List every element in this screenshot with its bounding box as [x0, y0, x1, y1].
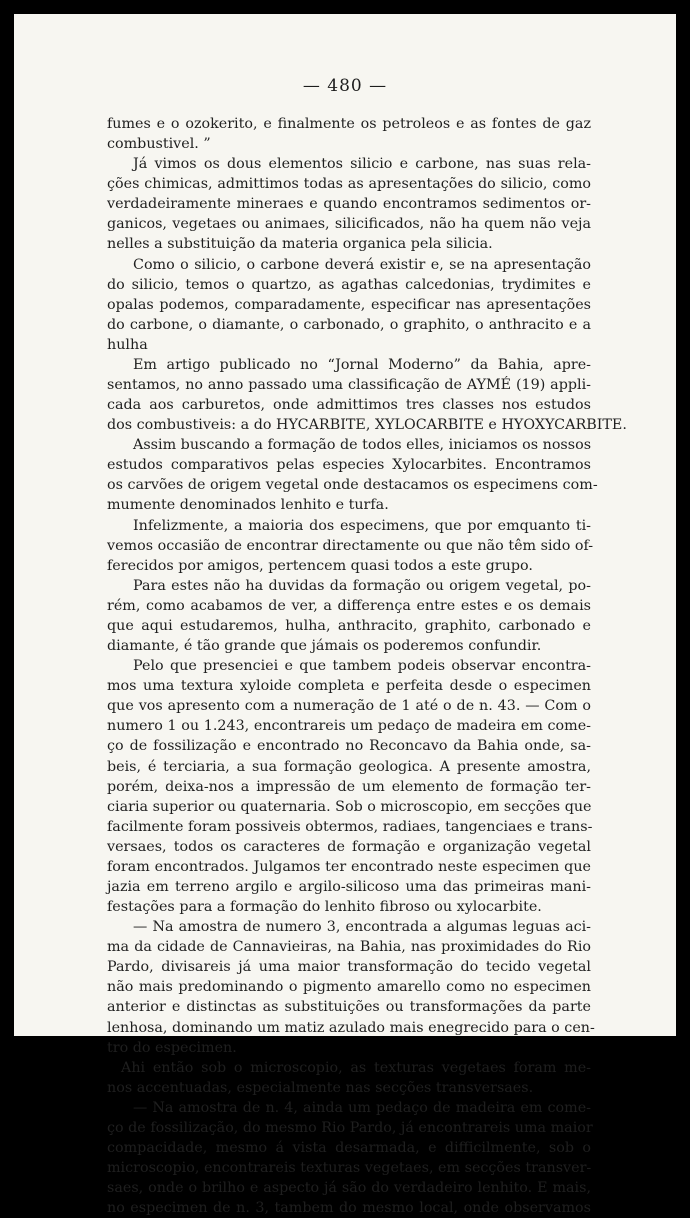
text-line: sentamos, no anno passado uma classificação de AYMÉ (19) appli-: [107, 377, 591, 394]
text-line: Assim buscando a formação de todos elles, iniciamos os nossos: [133, 437, 592, 454]
text-line: festações para a formação do lenhito fibroso ou xylocarbite.: [107, 899, 542, 916]
text-line: versaes, todos os caracteres de formação e organização vegetal: [107, 838, 591, 855]
text-line: foram encontrados. Julgamos ter encontrado neste especimen que: [107, 858, 591, 875]
text-line: — Na amostra de n. 4, ainda um pedaço de madeira em come-: [133, 1099, 591, 1116]
text-line: verdadeiramente mineraes e quando encontramos sedimentos or-: [107, 196, 591, 213]
text-line: numero 1 ou 1.243, encontrareis um pedaço de madeira em come-: [107, 718, 591, 735]
text-line: compacidade, mesmo á vista desarmada, e difficilmente, sob o: [107, 1139, 591, 1156]
text-line: lenhosa, dominando um matiz azulado mais enegrecido para o cen-: [107, 1019, 595, 1036]
text-line: Para estes não ha duvidas da formação ou origem vegetal, po-: [133, 577, 591, 594]
text-line: Pelo que presenciei e que tambem podeis observar encontra-: [133, 658, 591, 675]
text-line: mumente denominados lenhito e turfa.: [107, 497, 389, 514]
text-line: estudos comparativos pelas especies Xylocarbites. Encontramos: [107, 457, 591, 474]
text-line: do carbone, o diamante, o carbonado, o graphito, o anthracito e a: [107, 316, 591, 333]
text-line: facilmente foram possiveis obtermos, radiaes, tangenciaes e trans-: [107, 818, 593, 835]
page-number: — 480 —: [302, 76, 388, 96]
text-line: opalas podemos, comparadamente, especificar nas apresentações: [107, 296, 591, 313]
text-line: os carvões de origem vegetal onde destacamos os especimens com-: [107, 477, 598, 494]
text-line: Ahi então sob o microscopio, as texturas vegetaes foram me-: [121, 1059, 591, 1076]
text-line: mos uma textura xyloide completa e perfeita desde o especimen: [107, 678, 591, 695]
text-line: vemos occasião de encontrar directamente ou que não têm sido of-: [107, 537, 594, 554]
text-line: ço de fossilização e encontrado no Reconcavo da Bahia onde, sa-: [107, 738, 591, 755]
text-line: beis, é terciaria, a sua formação geologica. A presente amostra,: [107, 758, 591, 775]
text-line: não mais predominando o pigmento amarello como no especimen: [107, 979, 591, 996]
text-line: ma da cidade de Cannavieiras, na Bahia, nas proximidades do Rio: [107, 939, 591, 956]
text-line: dos combustiveis: a do HYCARBITE, XYLOCARBITE e HYOXYCARBITE.: [107, 417, 627, 434]
text-line: ferecidos por amigos, pertencem quasi todos a este grupo.: [107, 557, 533, 574]
text-line: rém, como acabamos de ver, a differença entre estes e os demais: [107, 597, 591, 614]
text-line: tro do especimen.: [107, 1039, 237, 1056]
text-line: hulha: [107, 336, 148, 353]
body-text: [107, 114, 627, 1218]
text-line: nelles a substituição da materia organica pela silicia.: [107, 236, 493, 253]
text-line: — Na amostra de numero 3, encontrada a algumas leguas aci-: [133, 919, 591, 936]
text-line: diamante, é tão grande que jámais os poderemos confundir.: [107, 638, 542, 655]
text-line: Em artigo publicado no “Jornal Moderno” da Bahia, apre-: [133, 356, 591, 373]
text-line: jazia em terreno argilo e argilo-silicoso uma das primeiras mani-: [107, 878, 591, 895]
text-line: anterior e distinctas as substituições ou transformações da parte: [107, 999, 591, 1016]
text-line: saes, onde o brilho e aspecto já são do verdadeiro lenhito. E mais,: [107, 1180, 591, 1197]
text-line: no especimen de n. 3, tambem do mesmo local, onde observamos: [107, 1200, 591, 1217]
text-line: ciaria superior ou quaternaria. Sob o microscopio, em secções que: [107, 798, 592, 815]
text-line: porém, deixa-nos a impressão de um elemento de formação ter-: [107, 778, 591, 795]
text-line: Como o silicio, o carbone deverá existir e, se na apresentação: [133, 256, 591, 273]
text-line: que aqui estudaremos, hulha, anthracito, graphito, carbonado e: [107, 617, 591, 634]
text-line: ganicos, vegetaes ou animaes, silicificados, não ha quem não veja: [107, 216, 591, 233]
text-line: do silicio, temos o quartzo, as agathas calcedonias, trydimites e: [107, 276, 591, 293]
text-line: Já vimos os dous elementos silicio e carbone, nas suas rela-: [133, 156, 591, 173]
text-line: Infelizmente, a maioria dos especimens, que por emquanto ti-: [133, 517, 591, 534]
text-line: combustivel. ”: [107, 136, 211, 153]
text-line: Pardo, divisareis já uma maior transformação do tecido vegetal: [107, 959, 591, 976]
text-line: microscopio, encontrareis texturas vegetaes, em secções transver-: [107, 1160, 592, 1177]
text-line: ções chimicas, admittimos todas as apresentações do silicio, como: [107, 176, 591, 193]
text-line: ço de fossilização, do mesmo Rio Pardo, já encontrareis uma maior: [107, 1119, 593, 1136]
book-page: [14, 14, 676, 1217]
text-line: que vos apresento com a numeração de 1 até o de n. 43. — Com o: [107, 698, 591, 715]
text-line: cada aos carburetos, onde admittimos tres classes nos estudos: [107, 397, 591, 414]
text-line: nos accentuadas, especialmente nas secções transversaes.: [107, 1079, 534, 1096]
text-line: fumes e o ozokerito, e finalmente os petroleos e as fontes de gaz: [107, 116, 591, 132]
